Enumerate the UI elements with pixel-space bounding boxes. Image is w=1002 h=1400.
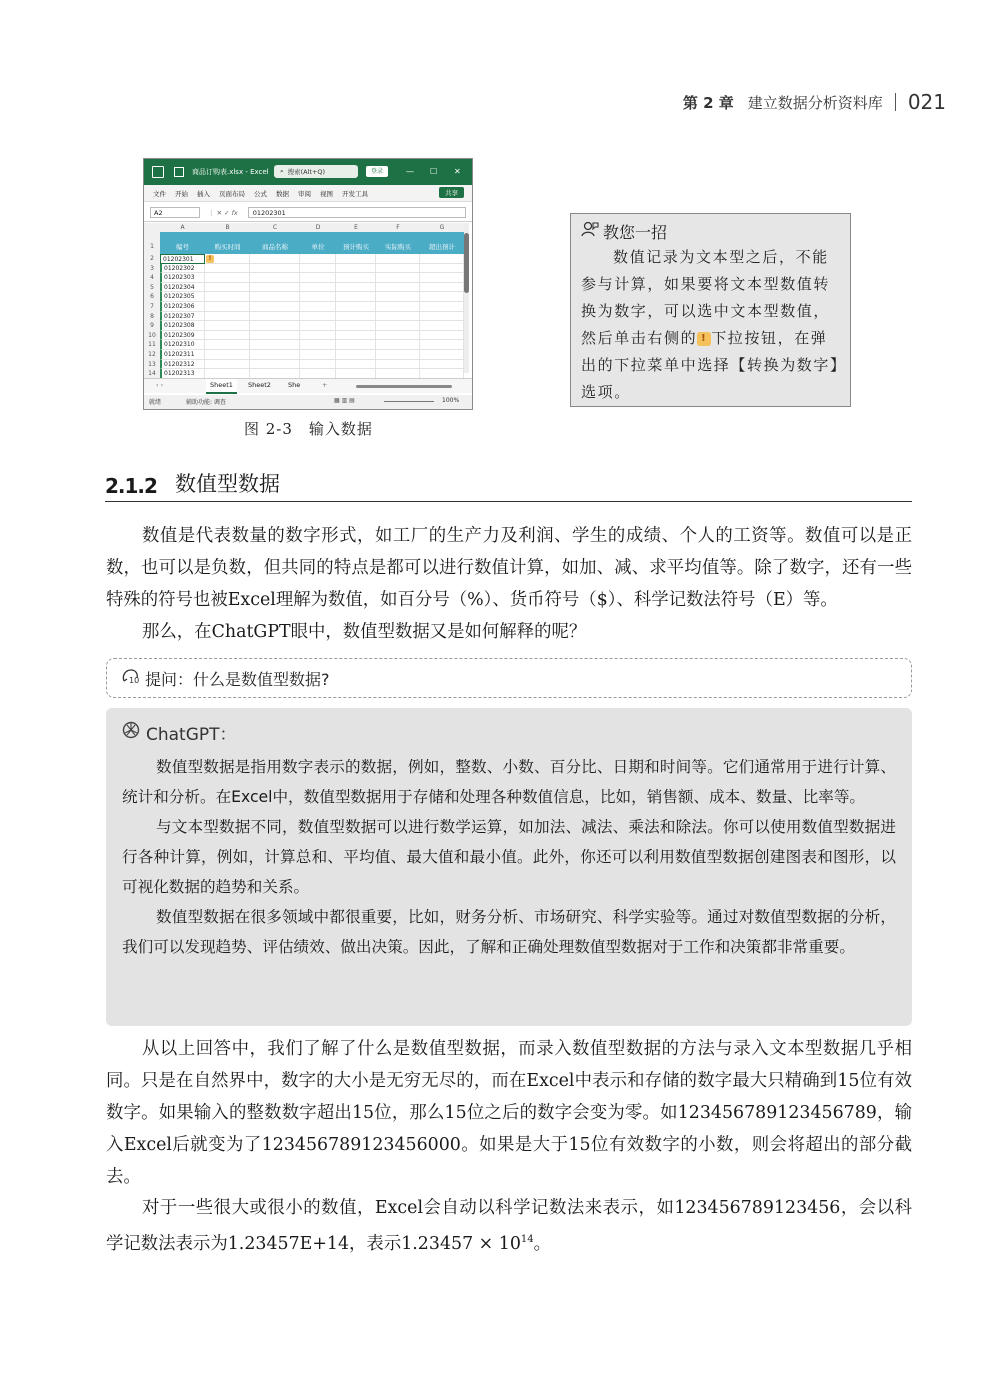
id-cell[interactable]: 01202306 bbox=[160, 302, 205, 312]
sci-exponent: 14 bbox=[520, 1234, 534, 1245]
row-header[interactable]: 8 bbox=[144, 312, 160, 322]
table-cell[interactable] bbox=[300, 292, 336, 302]
table-cell[interactable] bbox=[250, 340, 300, 350]
table-cell[interactable] bbox=[205, 264, 250, 274]
row-header[interactable]: 2 bbox=[144, 254, 160, 264]
chatgpt-answer-box bbox=[106, 708, 912, 1026]
sheet-tab-3[interactable]: She bbox=[288, 381, 301, 389]
question-text: 提问：什么是数值型数据? bbox=[145, 669, 330, 689]
table-cell[interactable] bbox=[205, 350, 250, 360]
section-heading bbox=[105, 472, 912, 502]
share-button[interactable]: 共享 bbox=[439, 187, 464, 198]
ribbon-tab-formulas[interactable]: 公式 bbox=[254, 189, 267, 198]
id-cell[interactable]: 01202301 bbox=[160, 254, 205, 264]
tip-box bbox=[570, 213, 851, 407]
table-cell[interactable] bbox=[420, 321, 464, 331]
sheet-tab-2[interactable]: Sheet2 bbox=[248, 381, 271, 389]
id-cell[interactable]: 01202312 bbox=[160, 360, 205, 370]
header-cell-product-name[interactable]: 商品名称 bbox=[250, 232, 301, 254]
column-header-c[interactable]: C bbox=[250, 223, 301, 232]
table-cell[interactable] bbox=[205, 321, 250, 331]
section-title: 数值型数据 bbox=[174, 472, 280, 496]
table-cell[interactable] bbox=[336, 292, 376, 302]
table-cell[interactable] bbox=[300, 350, 336, 360]
table-cell[interactable] bbox=[376, 340, 420, 350]
row-header[interactable]: 13 bbox=[144, 360, 160, 370]
table-cell[interactable] bbox=[250, 264, 300, 274]
table-cell[interactable] bbox=[336, 302, 376, 312]
table-cell[interactable] bbox=[420, 283, 464, 293]
chapter-number: 第 2 章 bbox=[682, 93, 734, 112]
table-cell[interactable] bbox=[376, 273, 420, 283]
table-cell[interactable] bbox=[205, 331, 250, 341]
row-header[interactable]: 5 bbox=[144, 283, 160, 293]
table-cell[interactable] bbox=[205, 340, 250, 350]
column-header-a[interactable]: A bbox=[160, 223, 206, 232]
table-cell[interactable] bbox=[420, 312, 464, 322]
chatgpt-logo-icon bbox=[122, 721, 140, 744]
table-cell[interactable] bbox=[376, 264, 420, 274]
id-cell[interactable]: 01202313 bbox=[160, 369, 205, 379]
figure-caption: 图 2-3 输入数据 bbox=[244, 420, 373, 438]
excel-screenshot bbox=[143, 158, 473, 410]
table-cell[interactable] bbox=[336, 273, 376, 283]
tip-body-part-2: 下拉按钮，在弹出的下拉菜单中选择【转换为数字】选项。 bbox=[581, 329, 840, 401]
table-cell[interactable] bbox=[336, 350, 376, 360]
column-header-f[interactable]: F bbox=[376, 223, 421, 232]
id-cell[interactable]: 01202304 bbox=[160, 283, 205, 293]
sheet-nav-icon[interactable]: ‹ › bbox=[156, 381, 164, 389]
row-header[interactable]: 9 bbox=[144, 321, 160, 331]
question-box bbox=[106, 658, 912, 698]
header-cell-planned[interactable]: 预计购买 bbox=[336, 232, 377, 254]
id-cell[interactable]: 01202305 bbox=[160, 292, 205, 302]
vertical-scrollbar[interactable] bbox=[464, 223, 469, 373]
table-cell[interactable] bbox=[300, 331, 336, 341]
excel-title-bar bbox=[144, 159, 472, 185]
search-placeholder: 搜索(Alt+Q) bbox=[287, 168, 326, 176]
sci-text: 对于一些很大或很小的数值，Excel会自动以科学记数法来表示，如123456789123456，会以科学记数法表示为1.23457E+14，表示1.23457 × 10 bbox=[106, 1198, 912, 1254]
ribbon-tab-developer[interactable]: 开发工具 bbox=[342, 189, 368, 198]
table-cell[interactable] bbox=[300, 321, 336, 331]
table-cell[interactable] bbox=[205, 292, 250, 302]
row-header[interactable]: 7 bbox=[144, 302, 160, 312]
chatgpt-answer-3: 数值型数据在很多领域中都很重要，比如，财务分析、市场研究、科学实验等。通过对数值型数据的分析，我们可以发现趋势、评估绩效、做出决策。因此，了解和正确处理数值型数据对于工作和决策都非常重要。 bbox=[122, 908, 896, 956]
id-cell[interactable]: 01202307 bbox=[160, 312, 205, 322]
status-bar bbox=[144, 395, 472, 409]
paragraph-intro: 数值是代表数量的数字形式，如工厂的生产力及利润、学生的成绩、个人的工资等。数值可以是正数，也可以是负数，但共同的特点是都可以进行数值计算，如加、减、求平均值等。除了数字，还有一些特殊的符号也被Excel理解为数值，如百分号（%）、货币符号（$）、科学记数法符号（E）等。 bbox=[106, 526, 912, 610]
tip-body-part-1: 数值记录为文本型之后，不能参与计算，如果要将文本型数值转换为数字，可以选中文本型数值，然后单击右侧的 bbox=[581, 248, 831, 347]
table-cell[interactable] bbox=[336, 360, 376, 370]
table-cell[interactable] bbox=[336, 331, 376, 341]
maximize-icon[interactable]: ☐ bbox=[430, 167, 438, 176]
table-cell[interactable] bbox=[205, 283, 250, 293]
tip-body bbox=[581, 244, 842, 406]
paragraph-question-lead: 那么，在ChatGPT眼中，数值型数据又是如何解释的呢？ bbox=[142, 622, 587, 642]
table-cell[interactable] bbox=[420, 254, 464, 264]
header-divider bbox=[895, 93, 896, 111]
table-cell[interactable] bbox=[300, 312, 336, 322]
login-button[interactable]: 登录 bbox=[366, 166, 388, 177]
table-cell[interactable] bbox=[250, 273, 300, 283]
zoom-level: 100% bbox=[442, 397, 460, 404]
header-cell-unit[interactable]: 单位 bbox=[300, 232, 337, 254]
table-cell[interactable] bbox=[250, 283, 300, 293]
ribbon-tab-view[interactable]: 视图 bbox=[320, 189, 333, 198]
tip-icon bbox=[581, 220, 599, 242]
tip-title: 教您一招 bbox=[603, 222, 668, 242]
id-cell[interactable]: 01202311 bbox=[160, 350, 205, 360]
table-cell[interactable] bbox=[376, 331, 420, 341]
header-cell-actual[interactable]: 实际购买 bbox=[376, 232, 421, 254]
row-header[interactable]: 1 bbox=[144, 232, 160, 254]
table-cell[interactable] bbox=[336, 312, 376, 322]
fx-icon[interactable]: ⋮ ✕ ✓ fx bbox=[208, 208, 238, 217]
id-cell[interactable]: 01202308 bbox=[160, 321, 205, 331]
status-ready: 就绪 bbox=[149, 399, 162, 406]
svg-text:10: 10 bbox=[129, 676, 140, 685]
table-cell[interactable] bbox=[250, 302, 300, 312]
name-box[interactable]: A2 bbox=[150, 207, 200, 218]
chatgpt-label: ChatGPT： bbox=[146, 724, 237, 745]
column-header-d[interactable]: D bbox=[300, 223, 337, 232]
table-cell[interactable] bbox=[300, 302, 336, 312]
status-accessibility[interactable]: 辅助功能: 调查 bbox=[186, 399, 226, 406]
table-cell[interactable] bbox=[336, 321, 376, 331]
table-cell[interactable] bbox=[420, 292, 464, 302]
table-cell[interactable] bbox=[420, 264, 464, 274]
table-cell[interactable] bbox=[250, 350, 300, 360]
select-all-corner[interactable] bbox=[144, 223, 161, 232]
table-cell[interactable] bbox=[205, 302, 250, 312]
row-header[interactable]: 11 bbox=[144, 340, 160, 350]
row-header[interactable]: 12 bbox=[144, 350, 160, 360]
table-cell[interactable] bbox=[300, 273, 336, 283]
running-header bbox=[683, 90, 946, 114]
table-cell[interactable] bbox=[205, 360, 250, 370]
scroll-thumb[interactable] bbox=[464, 233, 469, 293]
table-cell[interactable] bbox=[205, 312, 250, 322]
question-icon bbox=[121, 667, 141, 689]
table-cell[interactable] bbox=[420, 350, 464, 360]
section-number: 2.1.2 bbox=[105, 474, 157, 498]
header-cell-over[interactable]: 超出预计 bbox=[420, 232, 465, 254]
table-cell[interactable] bbox=[250, 292, 300, 302]
column-header-g[interactable]: G bbox=[420, 223, 465, 232]
search-icon: ⌕ bbox=[280, 167, 284, 175]
id-cell[interactable]: 01202310 bbox=[160, 340, 205, 350]
excel-file-name: 商品订购表.xlsx - Excel bbox=[192, 168, 269, 176]
ribbon-tab-insert[interactable]: 插入 bbox=[197, 189, 210, 198]
sheet-tabs bbox=[144, 378, 472, 393]
excel-ribbon-tabs bbox=[144, 185, 472, 202]
excel-search-box[interactable] bbox=[274, 165, 358, 178]
table-cell[interactable] bbox=[250, 321, 300, 331]
sci-end: 。 bbox=[533, 1233, 552, 1254]
row-header[interactable]: 10 bbox=[144, 331, 160, 341]
row-header[interactable]: 6 bbox=[144, 292, 160, 302]
horizontal-scrollbar[interactable] bbox=[356, 385, 452, 388]
table-cell[interactable] bbox=[376, 292, 420, 302]
table-cell[interactable] bbox=[300, 254, 336, 264]
paragraph-scientific-notation bbox=[106, 1192, 912, 1260]
chatgpt-answer-2: 与文本型数据不同，数值型数据可以进行数学运算，如加法、减法、乘法和除法。你可以使用数值型数据进行各种计算，例如，计算总和、平均值、最大值和最小值。此外，你还可以利用数值型数据创建图表和图形，以可视化数据的趋势和关系。 bbox=[122, 818, 896, 896]
view-mode-icons[interactable]: ▦ ▥ ▤ bbox=[334, 397, 355, 404]
table-cell[interactable] bbox=[420, 340, 464, 350]
table-cell[interactable] bbox=[336, 254, 376, 264]
table-cell[interactable] bbox=[376, 302, 420, 312]
close-icon[interactable]: ✕ bbox=[454, 167, 461, 176]
formula-bar bbox=[144, 204, 472, 222]
table-cell[interactable] bbox=[376, 283, 420, 293]
table-cell[interactable] bbox=[300, 283, 336, 293]
column-header-b[interactable]: B bbox=[205, 223, 251, 232]
header-cell-purchase-time[interactable]: 购买时间 bbox=[205, 232, 251, 254]
table-cell[interactable] bbox=[376, 360, 420, 370]
column-header-e[interactable]: E bbox=[336, 223, 377, 232]
ribbon-tab-home[interactable]: 开始 bbox=[175, 189, 188, 198]
row-header[interactable]: 4 bbox=[144, 273, 160, 283]
warning-icon: ! bbox=[697, 332, 711, 346]
row-header[interactable]: 3 bbox=[144, 264, 160, 274]
table-cell[interactable] bbox=[250, 312, 300, 322]
table-cell[interactable] bbox=[376, 350, 420, 360]
ribbon-tab-review[interactable]: 审阅 bbox=[298, 189, 311, 198]
id-cell[interactable]: 01202303 bbox=[160, 273, 205, 283]
chatgpt-answer-1: 数值型数据是指用数字表示的数据，例如，整数、小数、百分比、日期和时间等。它们通常用于进行计算、统计和分析。在Excel中，数值型数据用于存储和处理各种数值信息，比如，销售额、成本、数量、比率等。 bbox=[122, 758, 896, 806]
table-cell[interactable] bbox=[376, 254, 420, 264]
table-cell[interactable] bbox=[336, 340, 376, 350]
table-cell[interactable] bbox=[300, 340, 336, 350]
table-cell[interactable] bbox=[420, 331, 464, 341]
zoom-slider[interactable] bbox=[384, 401, 434, 402]
ribbon-tab-layout[interactable]: 页面布局 bbox=[219, 189, 245, 198]
spreadsheet-grid bbox=[144, 223, 464, 378]
page-number: 021 bbox=[907, 90, 946, 114]
table-cell[interactable] bbox=[336, 264, 376, 274]
table-cell[interactable] bbox=[336, 283, 376, 293]
table-cell[interactable] bbox=[205, 273, 250, 283]
id-cell[interactable]: 01202302 bbox=[160, 264, 205, 274]
sheet-tab-1[interactable]: Sheet1 bbox=[206, 379, 237, 394]
table-cell[interactable] bbox=[250, 331, 300, 341]
table-cell[interactable] bbox=[420, 273, 464, 283]
excel-app-icon bbox=[152, 166, 164, 178]
table-cell[interactable] bbox=[420, 302, 464, 312]
header-cell-id[interactable]: 编号 bbox=[160, 232, 206, 254]
table-cell[interactable] bbox=[250, 254, 300, 264]
table-cell[interactable] bbox=[420, 360, 464, 370]
chapter-title: 建立数据分析资料库 bbox=[747, 93, 883, 112]
add-sheet-icon[interactable]: + bbox=[322, 381, 328, 389]
paragraph-after-answer: 从以上回答中，我们了解了什么是数值型数据，而录入数值型数据的方法与录入文本型数据几乎相同。只是在自然界中，数字的大小是无穷无尽的，而在Excel中表示和存储的数字最大只精确到15位有效数字。如果输入的整数数字超出15位，那么15位之后的数字会变为零。如123456789123456789，输入Excel后就变为了123456789123456000。如果是大于15位有效数字的小数，则会将超出的部分截去。 bbox=[106, 1039, 912, 1187]
id-cell[interactable]: 01202309 bbox=[160, 331, 205, 341]
error-check-icon[interactable]: ! bbox=[206, 255, 214, 263]
row-header[interactable]: 14 bbox=[144, 369, 160, 379]
table-cell[interactable] bbox=[376, 321, 420, 331]
ribbon-tab-file[interactable]: 文件 bbox=[153, 189, 166, 198]
save-icon[interactable] bbox=[174, 167, 184, 177]
table-cell[interactable] bbox=[300, 360, 336, 370]
formula-input[interactable]: 01202301 bbox=[248, 207, 466, 218]
table-cell[interactable] bbox=[376, 312, 420, 322]
table-cell[interactable] bbox=[300, 264, 336, 274]
table-cell[interactable] bbox=[250, 360, 300, 370]
ribbon-tab-data[interactable]: 数据 bbox=[276, 189, 289, 198]
minimize-icon[interactable]: — bbox=[406, 167, 414, 176]
